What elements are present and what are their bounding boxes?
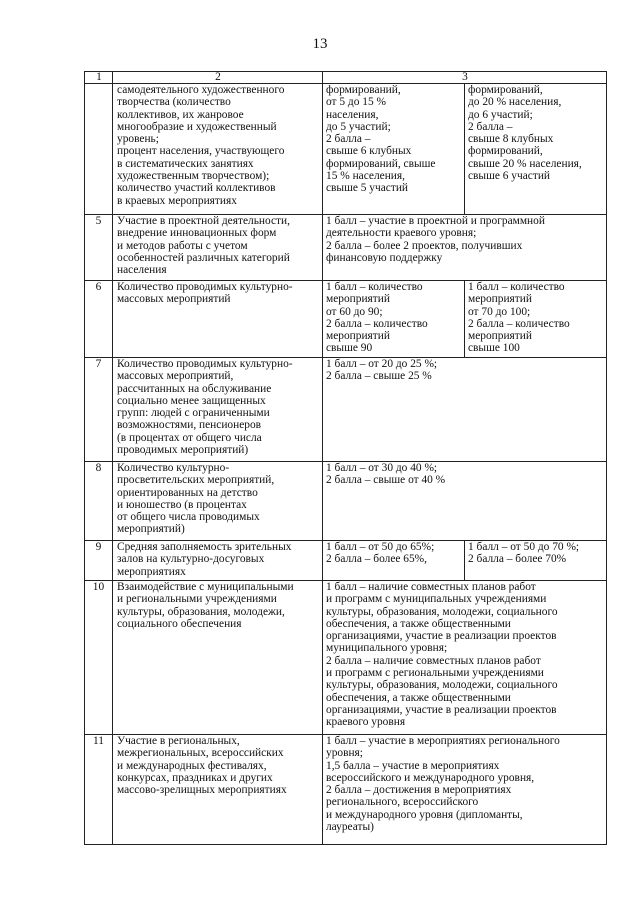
row-number: 8 xyxy=(85,462,113,541)
text-line: регионального, всероссийского xyxy=(326,796,479,809)
text-line: Количество проводимых культурно- xyxy=(117,281,293,293)
text-line: проводимых мероприятий) xyxy=(117,444,249,457)
text-line: свыше 20 % населения, xyxy=(468,157,582,170)
score-cell xyxy=(323,581,607,735)
table-row xyxy=(85,358,607,462)
row-number: 9 xyxy=(85,541,113,581)
text-line: формирований, xyxy=(326,84,401,96)
text-line: 1 балл – от 20 до 25 %; xyxy=(326,358,438,370)
row-number: 7 xyxy=(85,358,113,462)
table-row xyxy=(85,541,607,581)
criterion-cell xyxy=(113,358,323,462)
row-number: 6 xyxy=(85,281,113,358)
text-line: и международного уровня (дипломанты, xyxy=(326,808,523,821)
text-line: просветительских мероприятий, xyxy=(117,474,275,487)
criterion-cell xyxy=(113,215,323,281)
text-line: 1,5 балла – участие в мероприятиях xyxy=(326,759,500,772)
score-cell-a xyxy=(323,84,465,215)
text-line: 1 балл – от 50 до 70 %; xyxy=(468,541,580,553)
page-number: 13 xyxy=(312,36,328,52)
text-line: 2 балла – свыше от 40 % xyxy=(326,474,446,487)
text-line: формирований, xyxy=(468,145,543,158)
text-line: 1 балл – от 30 до 40 %; xyxy=(326,462,438,474)
score-cell xyxy=(323,358,607,462)
text-line: свыше 6 клубных xyxy=(326,145,412,158)
criterion-cell xyxy=(113,735,323,845)
text-line: обеспечения, а также общественными xyxy=(326,617,511,630)
text-line: свыше 6 участий xyxy=(468,170,551,183)
text-line: уровень; xyxy=(117,133,159,146)
text-line: залов на культурно-досуговых xyxy=(117,553,265,566)
text-line: обеспечения, а также общественными xyxy=(326,691,511,704)
text-line: 1 балл – количество xyxy=(468,281,565,293)
row-number: 5 xyxy=(85,215,113,281)
score-cell-b xyxy=(465,281,607,358)
text-line: уровня; xyxy=(326,747,363,760)
criteria-table xyxy=(84,71,607,845)
text-line: Участие в проектной деятельности, xyxy=(117,215,290,227)
text-line: мероприятиях xyxy=(117,565,186,578)
text-line: социального обеспечения xyxy=(117,617,242,630)
text-line: культуры, образования, молодежи, социального xyxy=(326,679,558,692)
text-line: количество участий коллективов xyxy=(117,182,276,195)
text-line: организациями, участие в реализации проектов xyxy=(326,703,557,716)
text-line: свыше 8 клубных xyxy=(468,133,554,146)
header-col-1: 1 xyxy=(85,72,113,84)
text-line: от 5 до 15 % xyxy=(326,96,386,109)
score-cell xyxy=(323,215,607,281)
text-line: особенностей различных категорий xyxy=(117,251,290,264)
header-col-3: 3 xyxy=(323,72,607,84)
text-line: коллективов, их жанровое xyxy=(117,108,244,121)
text-line: мероприятий xyxy=(468,330,532,343)
text-line: 2 балла – свыше 25 % xyxy=(326,370,432,383)
text-line: 2 балла – более 65%, xyxy=(326,553,428,566)
text-line: от 70 до 100; xyxy=(468,305,531,318)
text-line: и методов работы с учетом xyxy=(117,239,248,252)
text-line: социально менее защищенных xyxy=(117,394,266,407)
table-row xyxy=(85,215,607,281)
text-line: 1 балл – участие в мероприятиях регионального xyxy=(326,735,560,747)
text-line: самодеятельного художественного xyxy=(117,84,285,96)
text-line: возможностями, пенсионеров xyxy=(117,419,262,432)
text-line: культуры, образования, молодежи, xyxy=(117,605,285,618)
text-line: художественным творчеством); xyxy=(117,170,270,183)
text-line: конкурсах, праздниках и других xyxy=(117,771,273,784)
text-line: 1 балл – наличие совместных планов работ xyxy=(326,581,536,593)
text-line: Взаимодействие с муниципальными xyxy=(117,581,294,593)
text-line: рассчитанных на обслуживание xyxy=(117,382,272,395)
text-line: и программ с региональными учреждениями xyxy=(326,667,544,680)
text-line: до 5 участий; xyxy=(326,120,391,133)
text-line: до 6 участий; xyxy=(468,108,533,121)
text-line: финансовую поддержку xyxy=(326,251,443,264)
score-cell-a xyxy=(323,541,465,581)
text-line: творчества (количество xyxy=(117,96,231,109)
text-line: 2 балла – количество xyxy=(326,317,428,330)
text-line: и региональными учреждениями xyxy=(117,593,277,606)
table-row xyxy=(85,84,607,215)
text-line: массовых мероприятий, xyxy=(117,370,234,383)
text-line: мероприятий xyxy=(326,330,390,343)
text-line: свыше 5 участий xyxy=(326,182,409,195)
row-number: 11 xyxy=(85,735,113,845)
score-cell-b xyxy=(465,84,607,215)
text-line: и международных фестивалях, xyxy=(117,759,267,772)
text-line: 1 балл – количество xyxy=(326,281,423,293)
text-line: организациями, участие в реализации проектов xyxy=(326,630,557,643)
text-line: 2 балла – xyxy=(326,133,371,146)
text-line: 2 балла – xyxy=(468,120,513,133)
text-line: 15 % населения, xyxy=(326,170,405,183)
table-row xyxy=(85,581,607,735)
text-line: Количество культурно- xyxy=(117,462,230,474)
criterion-cell xyxy=(113,281,323,358)
text-line: в краевых мероприятиях xyxy=(117,194,237,207)
text-line: мероприятий xyxy=(326,293,390,306)
text-line: мероприятий xyxy=(468,293,532,306)
text-line: от 60 до 90; xyxy=(326,305,383,318)
text-line: 1 балл – участие в проектной и программной xyxy=(326,215,545,227)
score-cell xyxy=(323,735,607,845)
criterion-cell xyxy=(113,462,323,541)
text-line: формирований, свыше xyxy=(326,157,436,170)
text-line: групп: людей с ограниченными xyxy=(117,407,270,420)
text-line: свыше 90 xyxy=(326,342,373,355)
text-line: населения xyxy=(117,264,167,277)
text-line: Участие в региональных, xyxy=(117,735,240,747)
text-line: населения, xyxy=(326,108,379,121)
text-line: от общего числа проводимых xyxy=(117,511,260,524)
text-line: (в процентах от общего числа xyxy=(117,431,262,444)
text-line: многообразие и художественный xyxy=(117,120,277,133)
text-line: ориентированных на детство xyxy=(117,486,258,499)
table-row xyxy=(85,462,607,541)
text-line: 2 балла – достижения в мероприятиях xyxy=(326,784,512,797)
text-line: лауреаты) xyxy=(326,821,374,834)
text-line: 2 балла – более 70% xyxy=(468,553,567,566)
text-line: в систематических занятиях xyxy=(117,157,254,170)
text-line: 2 балла – более 2 проектов, получивших xyxy=(326,239,523,252)
text-line: формирований, xyxy=(468,84,543,96)
table-row xyxy=(85,281,607,358)
text-line: и юношество (в процентах xyxy=(117,498,247,511)
table-row xyxy=(85,735,607,845)
table-header-row xyxy=(85,72,607,84)
text-line: 2 балла – количество xyxy=(468,317,570,330)
text-line: Средняя заполняемость зрительных xyxy=(117,541,292,553)
text-line: внедрение инновационных форм xyxy=(117,227,277,240)
criterion-cell xyxy=(113,84,323,215)
row-number xyxy=(85,84,113,215)
text-line: процент населения, участвующего xyxy=(117,145,285,158)
text-line: 2 балла – наличие совместных планов работ xyxy=(326,654,541,667)
row-number: 10 xyxy=(85,581,113,735)
text-line: муниципального уровня; xyxy=(326,642,448,655)
score-cell-b xyxy=(465,541,607,581)
text-line: массовых мероприятий xyxy=(117,293,231,306)
text-line: мероприятий) xyxy=(117,523,185,536)
text-line: свыше 100 xyxy=(468,342,520,355)
text-line: массово-зрелищных мероприятиях xyxy=(117,784,287,797)
text-line: межрегиональных, всероссийских xyxy=(117,747,284,760)
text-line: деятельности краевого уровня; xyxy=(326,227,477,240)
text-line: до 20 % населения, xyxy=(468,96,562,109)
text-line: Количество проводимых культурно- xyxy=(117,358,293,370)
text-line: культуры, образования, молодежи, социального xyxy=(326,605,558,618)
criterion-cell xyxy=(113,541,323,581)
header-col-2: 2 xyxy=(113,72,323,84)
text-line: всероссийского и международного уровня, xyxy=(326,771,535,784)
score-cell xyxy=(323,462,607,541)
text-line: краевого уровня xyxy=(326,716,406,729)
criterion-cell xyxy=(113,581,323,735)
text-line: 1 балл – от 50 до 65%; xyxy=(326,541,435,553)
text-line: и программ с муниципальных учреждениями xyxy=(326,593,547,606)
score-cell-a xyxy=(323,281,465,358)
